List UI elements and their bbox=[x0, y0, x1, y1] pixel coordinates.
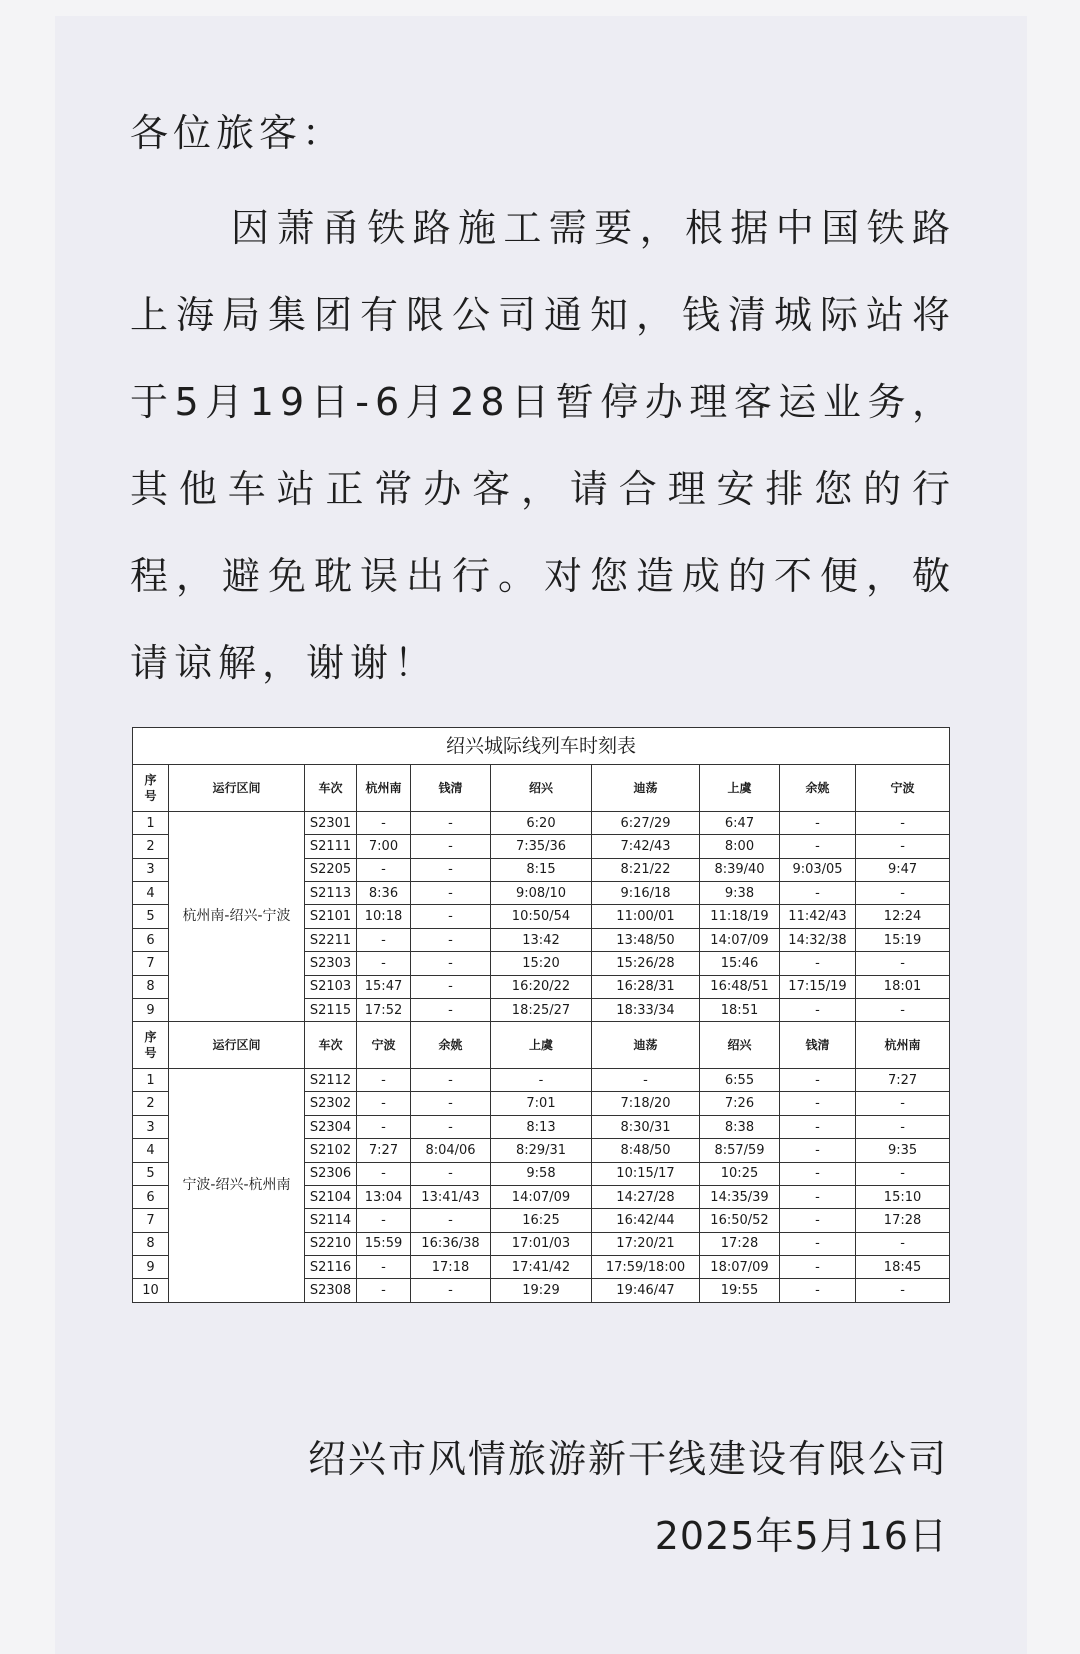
train-number: S2112 bbox=[305, 1069, 357, 1092]
time-cell: 17:41/42 bbox=[491, 1256, 592, 1279]
time-cell: - bbox=[856, 835, 950, 858]
time-cell: 17:18 bbox=[411, 1256, 491, 1279]
table-row bbox=[133, 811, 950, 834]
time-cell: 18:45 bbox=[856, 1256, 950, 1279]
time-cell: 15:26/28 bbox=[592, 952, 700, 975]
time-cell: - bbox=[780, 882, 856, 905]
time-cell: - bbox=[411, 1069, 491, 1092]
time-cell: - bbox=[411, 811, 491, 834]
time-cell: - bbox=[411, 1279, 491, 1303]
time-cell: 7:00 bbox=[357, 835, 411, 858]
time-cell: - bbox=[780, 1115, 856, 1138]
train-number: S2114 bbox=[305, 1209, 357, 1232]
time-cell: 12:24 bbox=[856, 905, 950, 928]
time-cell: 6:27/29 bbox=[592, 811, 700, 834]
row-seq: 2 bbox=[133, 1092, 169, 1115]
time-cell: - bbox=[780, 952, 856, 975]
time-cell: 8:21/22 bbox=[592, 858, 700, 881]
time-cell: 13:48/50 bbox=[592, 928, 700, 951]
time-cell: 13:04 bbox=[357, 1185, 411, 1208]
route-cell: 宁波-绍兴-杭州南 bbox=[169, 1069, 305, 1303]
time-cell: - bbox=[780, 1185, 856, 1208]
time-cell: 9:58 bbox=[491, 1162, 592, 1185]
row-seq: 5 bbox=[133, 1162, 169, 1185]
row-seq: 6 bbox=[133, 928, 169, 951]
time-cell: 8:48/50 bbox=[592, 1139, 700, 1162]
time-cell: - bbox=[357, 811, 411, 834]
train-number: S2113 bbox=[305, 882, 357, 905]
time-cell: 15:19 bbox=[856, 928, 950, 951]
seq-header-line: 序 bbox=[144, 1030, 157, 1045]
time-cell: 16:28/31 bbox=[592, 975, 700, 998]
time-cell: - bbox=[780, 1139, 856, 1162]
time-cell: 9:35 bbox=[856, 1139, 950, 1162]
time-cell: 8:36 bbox=[357, 882, 411, 905]
route-header: 运行区间 bbox=[169, 1022, 305, 1069]
time-cell: - bbox=[780, 835, 856, 858]
time-cell: 6:47 bbox=[700, 811, 780, 834]
time-cell: 10:18 bbox=[357, 905, 411, 928]
row-seq: 2 bbox=[133, 835, 169, 858]
train-number: S2308 bbox=[305, 1279, 357, 1303]
time-cell: 15:59 bbox=[357, 1232, 411, 1255]
time-cell: 8:13 bbox=[491, 1115, 592, 1138]
time-cell: - bbox=[856, 1279, 950, 1303]
time-cell: 10:15/17 bbox=[592, 1162, 700, 1185]
time-cell: - bbox=[780, 1209, 856, 1232]
train-number: S2210 bbox=[305, 1232, 357, 1255]
station-header: 迪荡 bbox=[592, 765, 700, 812]
row-seq: 3 bbox=[133, 858, 169, 881]
time-cell: - bbox=[856, 1162, 950, 1185]
time-cell: 11:42/43 bbox=[780, 905, 856, 928]
time-cell: - bbox=[411, 1115, 491, 1138]
time-cell: - bbox=[357, 1162, 411, 1185]
time-cell: - bbox=[856, 998, 950, 1021]
train-number: S2304 bbox=[305, 1115, 357, 1138]
time-cell: 14:07/09 bbox=[491, 1185, 592, 1208]
train-number: S2102 bbox=[305, 1139, 357, 1162]
table-row bbox=[133, 1069, 950, 1092]
row-seq: 7 bbox=[133, 952, 169, 975]
time-cell: 15:47 bbox=[357, 975, 411, 998]
station-header: 杭州南 bbox=[357, 765, 411, 812]
seq-header-line: 号 bbox=[144, 1046, 157, 1061]
time-cell: 6:55 bbox=[700, 1069, 780, 1092]
time-cell: - bbox=[780, 1092, 856, 1115]
station-header: 绍兴 bbox=[700, 1022, 780, 1069]
time-cell: 18:01 bbox=[856, 975, 950, 998]
row-seq: 9 bbox=[133, 998, 169, 1021]
seq-header bbox=[133, 765, 169, 812]
row-seq: 8 bbox=[133, 1232, 169, 1255]
time-cell: 9:47 bbox=[856, 858, 950, 881]
time-cell: 9:16/18 bbox=[592, 882, 700, 905]
time-cell: 8:39/40 bbox=[700, 858, 780, 881]
company-name: 绍兴市风情旅游新干线建设有限公司 bbox=[307, 1437, 948, 1481]
train-header: 车次 bbox=[305, 765, 357, 812]
time-cell: 10:25 bbox=[700, 1162, 780, 1185]
time-cell: - bbox=[856, 1092, 950, 1115]
time-cell: 17:20/21 bbox=[592, 1232, 700, 1255]
row-seq: 1 bbox=[133, 1069, 169, 1092]
greeting: 各位旅客： bbox=[130, 111, 346, 155]
train-number: S2115 bbox=[305, 998, 357, 1021]
time-cell: 7:35/36 bbox=[491, 835, 592, 858]
time-cell: - bbox=[357, 928, 411, 951]
time-cell: 9:08/10 bbox=[491, 882, 592, 905]
time-cell: - bbox=[780, 998, 856, 1021]
time-cell: 7:27 bbox=[357, 1139, 411, 1162]
row-seq: 10 bbox=[133, 1279, 169, 1303]
time-cell: - bbox=[411, 952, 491, 975]
time-cell: 9:03/05 bbox=[780, 858, 856, 881]
time-cell: 8:29/31 bbox=[491, 1139, 592, 1162]
time-cell: - bbox=[357, 1279, 411, 1303]
time-cell: - bbox=[411, 975, 491, 998]
time-cell: 18:25/27 bbox=[491, 998, 592, 1021]
time-cell: 19:29 bbox=[491, 1279, 592, 1303]
time-cell: - bbox=[357, 1115, 411, 1138]
time-cell: 16:20/22 bbox=[491, 975, 592, 998]
train-header: 车次 bbox=[305, 1022, 357, 1069]
train-number: S2306 bbox=[305, 1162, 357, 1185]
time-cell: - bbox=[411, 998, 491, 1021]
row-seq: 5 bbox=[133, 905, 169, 928]
station-header: 杭州南 bbox=[856, 1022, 950, 1069]
time-cell: 6:20 bbox=[491, 811, 592, 834]
seq-header-line: 序 bbox=[144, 773, 157, 788]
time-cell: 8:57/59 bbox=[700, 1139, 780, 1162]
station-header: 钱清 bbox=[411, 765, 491, 812]
notice-date: 2025年5月16日 bbox=[654, 1514, 948, 1558]
time-cell: 7:42/43 bbox=[592, 835, 700, 858]
time-cell: 19:46/47 bbox=[592, 1279, 700, 1303]
row-seq: 8 bbox=[133, 975, 169, 998]
time-cell: 10:50/54 bbox=[491, 905, 592, 928]
time-cell: 8:04/06 bbox=[411, 1139, 491, 1162]
time-cell: - bbox=[357, 952, 411, 975]
time-cell: 13:42 bbox=[491, 928, 592, 951]
time-cell: - bbox=[592, 1069, 700, 1092]
train-number: S2302 bbox=[305, 1092, 357, 1115]
time-cell: 7:27 bbox=[856, 1069, 950, 1092]
time-cell: 16:42/44 bbox=[592, 1209, 700, 1232]
time-cell: - bbox=[357, 1092, 411, 1115]
timetable-header-row bbox=[133, 765, 950, 812]
time-cell: - bbox=[357, 1256, 411, 1279]
notice-paragraph: 因萧甬铁路施工需要，根据中国铁路上海局集团有限公司通知，钱清城际站将于5月19日-6月28日暂停办理客运业务，其他车站正常办客，请合理安排您的行程，避免耽误出行。对您造成的不便，敬请谅解，谢谢！ bbox=[130, 206, 956, 685]
time-cell: 15:46 bbox=[700, 952, 780, 975]
time-cell: - bbox=[856, 1115, 950, 1138]
station-header: 绍兴 bbox=[491, 765, 592, 812]
row-seq: 4 bbox=[133, 1139, 169, 1162]
time-cell: - bbox=[856, 811, 950, 834]
train-number: S2211 bbox=[305, 928, 357, 951]
station-header: 宁波 bbox=[357, 1022, 411, 1069]
seq-header-line: 号 bbox=[144, 789, 157, 804]
time-cell: - bbox=[780, 1162, 856, 1185]
station-header: 宁波 bbox=[856, 765, 950, 812]
time-cell: 17:28 bbox=[700, 1232, 780, 1255]
time-cell: - bbox=[411, 1162, 491, 1185]
time-cell: 14:07/09 bbox=[700, 928, 780, 951]
row-seq: 6 bbox=[133, 1185, 169, 1208]
time-cell: 15:20 bbox=[491, 952, 592, 975]
time-cell: - bbox=[411, 1092, 491, 1115]
time-cell: 8:30/31 bbox=[592, 1115, 700, 1138]
time-cell: - bbox=[357, 858, 411, 881]
time-cell: 18:33/34 bbox=[592, 998, 700, 1021]
time-cell: - bbox=[780, 1069, 856, 1092]
time-cell: 18:51 bbox=[700, 998, 780, 1021]
row-seq: 7 bbox=[133, 1209, 169, 1232]
time-cell: 16:25 bbox=[491, 1209, 592, 1232]
time-cell: - bbox=[856, 952, 950, 975]
row-seq: 4 bbox=[133, 882, 169, 905]
train-number: S2103 bbox=[305, 975, 357, 998]
time-cell: - bbox=[357, 1069, 411, 1092]
time-cell: 14:35/39 bbox=[700, 1185, 780, 1208]
time-cell: 13:41/43 bbox=[411, 1185, 491, 1208]
route-cell: 杭州南-绍兴-宁波 bbox=[169, 811, 305, 1021]
time-cell: 16:36/38 bbox=[411, 1232, 491, 1255]
row-seq: 1 bbox=[133, 811, 169, 834]
train-number: S2116 bbox=[305, 1256, 357, 1279]
time-cell: 8:38 bbox=[700, 1115, 780, 1138]
time-cell: - bbox=[780, 1279, 856, 1303]
timetable bbox=[132, 727, 950, 1303]
station-header: 迪荡 bbox=[592, 1022, 700, 1069]
station-header: 上虞 bbox=[491, 1022, 592, 1069]
time-cell: - bbox=[491, 1069, 592, 1092]
timetable-header-row bbox=[133, 1022, 950, 1069]
time-cell: - bbox=[411, 905, 491, 928]
station-header: 余姚 bbox=[780, 765, 856, 812]
route-header: 运行区间 bbox=[169, 765, 305, 812]
time-cell: 8:15 bbox=[491, 858, 592, 881]
station-header: 上虞 bbox=[700, 765, 780, 812]
time-cell: 18:07/09 bbox=[700, 1256, 780, 1279]
time-cell: - bbox=[411, 858, 491, 881]
time-cell: - bbox=[411, 882, 491, 905]
train-number: S2205 bbox=[305, 858, 357, 881]
time-cell: 17:52 bbox=[357, 998, 411, 1021]
time-cell: 17:28 bbox=[856, 1209, 950, 1232]
time-cell: 14:32/38 bbox=[780, 928, 856, 951]
station-header: 钱清 bbox=[780, 1022, 856, 1069]
time-cell: 8:00 bbox=[700, 835, 780, 858]
station-header: 余姚 bbox=[411, 1022, 491, 1069]
time-cell: - bbox=[780, 811, 856, 834]
time-cell: 19:55 bbox=[700, 1279, 780, 1303]
time-cell: 16:48/51 bbox=[700, 975, 780, 998]
time-cell: 7:18/20 bbox=[592, 1092, 700, 1115]
row-seq: 9 bbox=[133, 1256, 169, 1279]
row-seq: 3 bbox=[133, 1115, 169, 1138]
time-cell: 17:59/18:00 bbox=[592, 1256, 700, 1279]
time-cell: - bbox=[780, 1256, 856, 1279]
time-cell: - bbox=[856, 1232, 950, 1255]
time-cell: - bbox=[357, 1209, 411, 1232]
time-cell: 17:15/19 bbox=[780, 975, 856, 998]
time-cell: 14:27/28 bbox=[592, 1185, 700, 1208]
time-cell: - bbox=[411, 1209, 491, 1232]
seq-header bbox=[133, 1022, 169, 1069]
time-cell: 15:10 bbox=[856, 1185, 950, 1208]
timetable-title: 绍兴城际线列车时刻表 bbox=[133, 728, 950, 765]
train-number: S2111 bbox=[305, 835, 357, 858]
train-number: S2101 bbox=[305, 905, 357, 928]
train-number: S2301 bbox=[305, 811, 357, 834]
time-cell: - bbox=[411, 835, 491, 858]
time-cell: - bbox=[411, 928, 491, 951]
time-cell: 9:38 bbox=[700, 882, 780, 905]
train-number: S2303 bbox=[305, 952, 357, 975]
train-number: S2104 bbox=[305, 1185, 357, 1208]
time-cell: 7:26 bbox=[700, 1092, 780, 1115]
time-cell: 7:01 bbox=[491, 1092, 592, 1115]
time-cell: 11:18/19 bbox=[700, 905, 780, 928]
time-cell: - bbox=[856, 882, 950, 905]
time-cell: 11:00/01 bbox=[592, 905, 700, 928]
time-cell: 17:01/03 bbox=[491, 1232, 592, 1255]
time-cell: - bbox=[780, 1232, 856, 1255]
time-cell: 16:50/52 bbox=[700, 1209, 780, 1232]
